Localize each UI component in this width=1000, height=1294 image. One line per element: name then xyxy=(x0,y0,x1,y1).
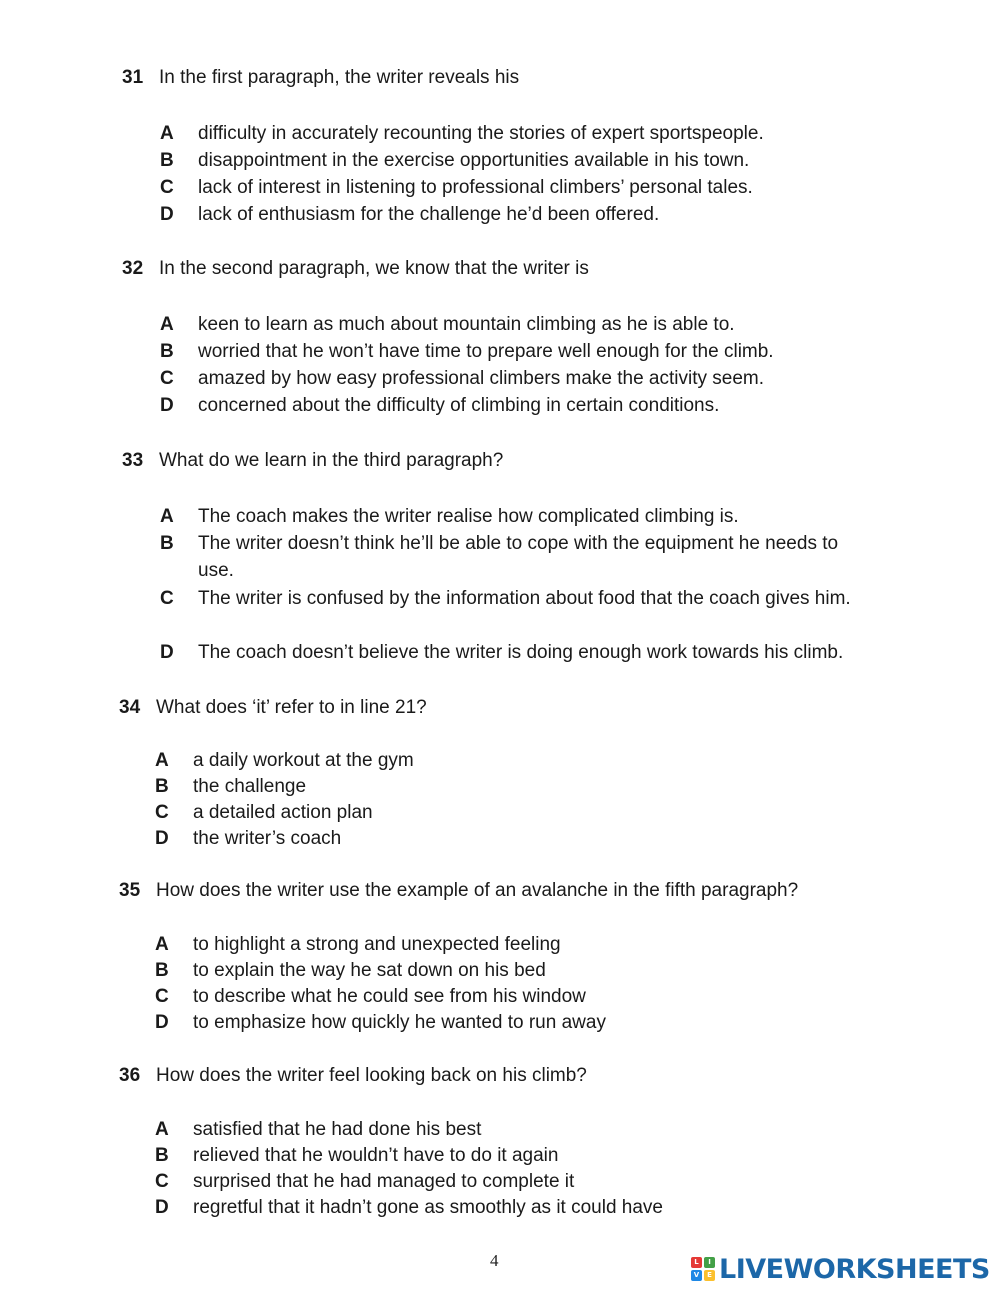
option-text: lack of interest in listening to professional climbers’ personal tales. xyxy=(198,177,753,198)
option-letter: D xyxy=(160,395,174,416)
option-letter: B xyxy=(160,341,174,362)
option-text: worried that he won’t have time to prepare well enough for the climb. xyxy=(198,341,774,362)
option-letter: B xyxy=(160,150,174,171)
option-33-d[interactable] xyxy=(160,639,860,666)
question-stem xyxy=(119,1065,587,1091)
option-32-a[interactable] xyxy=(160,311,735,338)
option-text: The coach makes the writer realise how complicated climbing is. xyxy=(198,506,739,527)
question-31 xyxy=(122,67,519,93)
question-text: In the second paragraph, we know that the writer is xyxy=(159,258,589,279)
question-stem xyxy=(122,258,589,284)
option-34-a[interactable] xyxy=(155,747,414,774)
question-text: How does the writer use the example of an avalanche in the fifth paragraph? xyxy=(156,880,799,901)
option-text: the writer’s coach xyxy=(193,828,342,849)
brand-name: LIVEWORKSHEETS xyxy=(719,1253,990,1285)
question-stem xyxy=(119,880,798,906)
question-text: How does the writer feel looking back on his climb? xyxy=(156,1065,587,1086)
option-32-c[interactable] xyxy=(160,365,764,392)
option-text: relieved that he wouldn’t have to do it again xyxy=(193,1145,559,1166)
option-34-c[interactable] xyxy=(155,799,373,826)
option-35-a[interactable] xyxy=(155,931,561,958)
option-letter: C xyxy=(155,1171,169,1192)
option-36-c[interactable] xyxy=(155,1168,574,1195)
option-text: concerned about the difficulty of climbing in certain conditions. xyxy=(198,395,720,416)
option-letter: B xyxy=(155,776,169,797)
option-letter: C xyxy=(160,588,174,609)
question-number: 34 xyxy=(119,697,141,718)
question-33 xyxy=(122,450,503,476)
option-text: surprised that he had managed to complete it xyxy=(193,1171,575,1192)
question-stem xyxy=(119,697,427,723)
option-33-b[interactable] xyxy=(160,530,860,584)
question-stem xyxy=(122,67,519,93)
option-33-a[interactable] xyxy=(160,503,739,530)
option-letter: C xyxy=(160,177,174,198)
option-letter: D xyxy=(155,828,169,849)
option-text: lack of enthusiasm for the challenge he’d been offered. xyxy=(198,204,660,225)
option-35-d[interactable] xyxy=(155,1009,606,1036)
option-letter: B xyxy=(155,960,169,981)
option-31-a[interactable] xyxy=(160,120,764,147)
option-letter: D xyxy=(155,1197,169,1218)
option-letter: D xyxy=(155,1012,169,1033)
question-number: 32 xyxy=(122,258,144,279)
option-text: a detailed action plan xyxy=(193,802,373,823)
option-letter: C xyxy=(155,986,169,1007)
option-text: The coach doesn’t believe the writer is doing enough work towards his climb. xyxy=(198,642,844,663)
option-text: The writer is confused by the information about food that the coach gives him. xyxy=(198,588,851,609)
option-33-c[interactable] xyxy=(160,585,860,612)
option-letter: C xyxy=(160,368,174,389)
option-text: difficulty in accurately recounting the stories of expert sportspeople. xyxy=(198,123,764,144)
logo-grid-icon xyxy=(691,1257,715,1281)
question-32 xyxy=(122,258,589,284)
option-text: to explain the way he sat down on his bed xyxy=(193,960,546,981)
option-letter: A xyxy=(155,934,169,955)
option-letter: B xyxy=(160,533,174,554)
logo-square: E xyxy=(704,1270,715,1281)
option-text: to highlight a strong and unexpected feeling xyxy=(193,934,561,955)
liveworksheets-logo[interactable] xyxy=(691,1252,990,1286)
page-number: 4 xyxy=(490,1251,499,1270)
option-letter: A xyxy=(160,506,174,527)
question-34 xyxy=(119,697,427,723)
option-text: to emphasize how quickly he wanted to run away xyxy=(193,1012,606,1033)
question-number: 31 xyxy=(122,67,144,88)
question-number: 35 xyxy=(119,880,141,901)
logo-square: V xyxy=(691,1270,702,1281)
option-34-d[interactable] xyxy=(155,825,341,852)
option-31-c[interactable] xyxy=(160,174,753,201)
option-letter: C xyxy=(155,802,169,823)
logo-square: L xyxy=(691,1257,702,1268)
option-text: satisfied that he had done his best xyxy=(193,1119,482,1140)
option-31-d[interactable] xyxy=(160,201,659,228)
option-letter: D xyxy=(160,204,174,225)
option-text: the challenge xyxy=(193,776,307,797)
option-text: The writer doesn’t think he’ll be able to cope with the equipment he needs to use. xyxy=(198,533,839,581)
option-text: regretful that it hadn’t gone as smoothly as it could have xyxy=(193,1197,663,1218)
option-35-c[interactable] xyxy=(155,983,586,1010)
option-36-a[interactable] xyxy=(155,1116,481,1143)
question-number: 36 xyxy=(119,1065,141,1086)
option-letter: D xyxy=(160,642,174,663)
question-36 xyxy=(119,1065,587,1091)
option-text: a daily workout at the gym xyxy=(193,750,414,771)
option-text: disappointment in the exercise opportunities available in his town. xyxy=(198,150,750,171)
option-letter: A xyxy=(160,314,174,335)
option-32-b[interactable] xyxy=(160,338,774,365)
option-31-b[interactable] xyxy=(160,147,749,174)
question-35 xyxy=(119,880,798,906)
option-text: amazed by how easy professional climbers make the activity seem. xyxy=(198,368,765,389)
question-text: What does ‘it’ refer to in line 21? xyxy=(156,697,427,718)
question-number: 33 xyxy=(122,450,144,471)
question-stem xyxy=(122,450,503,476)
question-text: What do we learn in the third paragraph? xyxy=(159,450,504,471)
option-35-b[interactable] xyxy=(155,957,546,984)
question-text: In the first paragraph, the writer reveals his xyxy=(159,67,520,88)
option-letter: B xyxy=(155,1145,169,1166)
option-text: keen to learn as much about mountain climbing as he is able to. xyxy=(198,314,735,335)
option-32-d[interactable] xyxy=(160,392,719,419)
option-text: to describe what he could see from his window xyxy=(193,986,586,1007)
logo-square: I xyxy=(704,1257,715,1268)
option-letter: A xyxy=(160,123,174,144)
option-36-b[interactable] xyxy=(155,1142,558,1169)
option-letter: A xyxy=(155,1119,169,1140)
option-34-b[interactable] xyxy=(155,773,306,800)
option-letter: A xyxy=(155,750,169,771)
option-36-d[interactable] xyxy=(155,1194,663,1221)
